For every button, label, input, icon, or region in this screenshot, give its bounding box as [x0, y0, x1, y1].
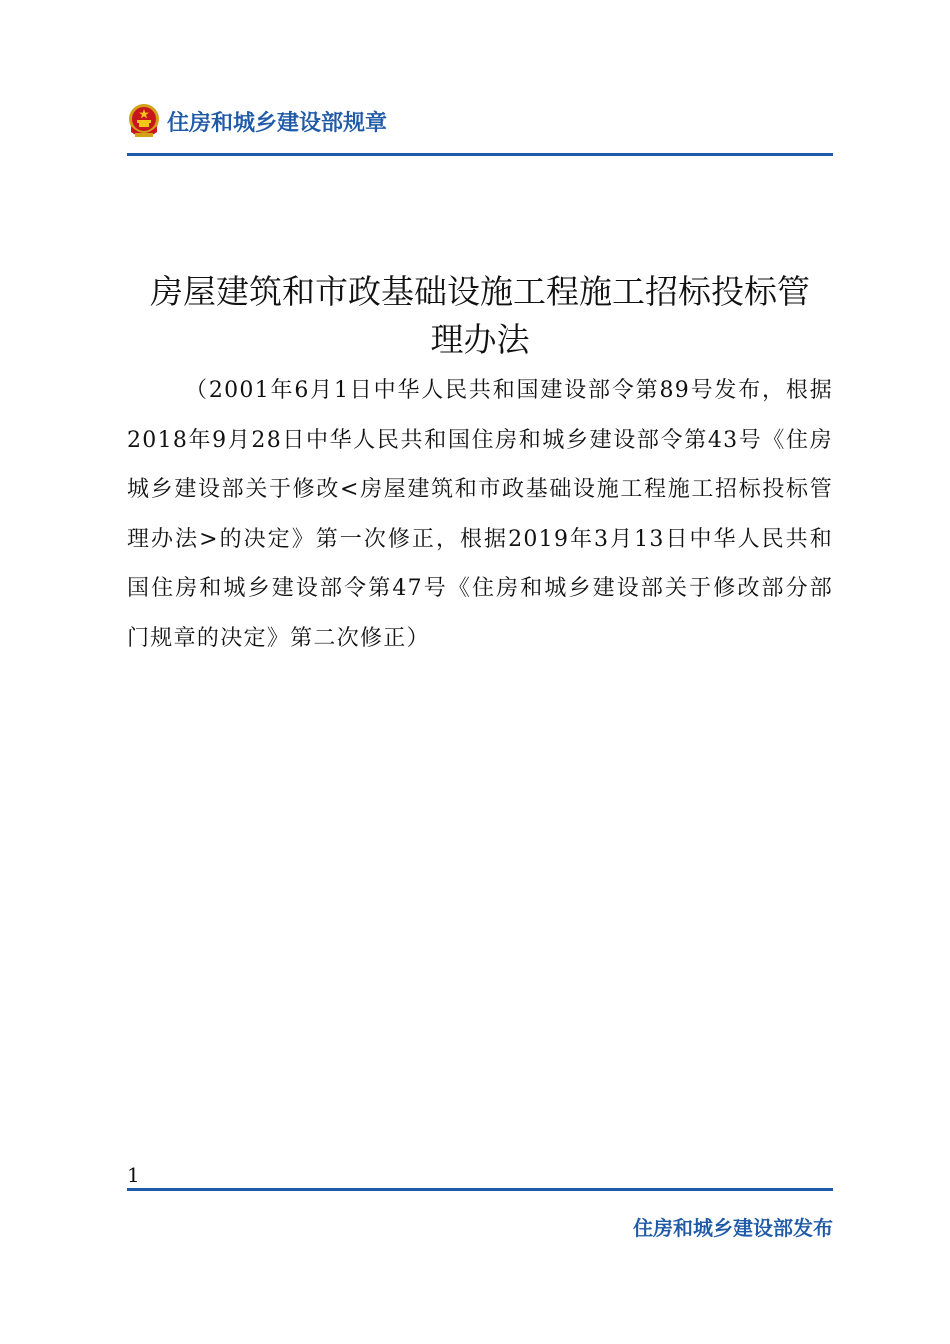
page-number: 1 — [127, 1163, 140, 1187]
header-divider — [127, 153, 833, 156]
footer-publisher: 住房和城乡建设部发布 — [633, 1216, 833, 1240]
revision-note: （2001年6月1日中华人民共和国建设部令第89号发布，根据2018年9月28日中华人民共和国住房和城乡建设部令第43号《住房城乡建设部关于修改<房屋建筑和市政基础设施工程施工招标投标管理办法>的决定》第一次修正，根据2019年3月13日中华人民共和国住房和城乡建设部令第47号《住房和城乡建设部关于修改部分部门规章的决定》第二次修正） — [127, 378, 833, 651]
document-title-line-2: 理办法 — [430, 320, 530, 359]
header-title: 住房和城乡建设部规章 — [167, 110, 388, 136]
footer-divider — [127, 1188, 833, 1191]
page-header — [127, 98, 833, 144]
document-title — [127, 268, 833, 364]
national-emblem-icon — [127, 102, 161, 140]
document-title-line-1: 房屋建筑和市政基础设施工程施工招标投标管 — [150, 272, 810, 311]
